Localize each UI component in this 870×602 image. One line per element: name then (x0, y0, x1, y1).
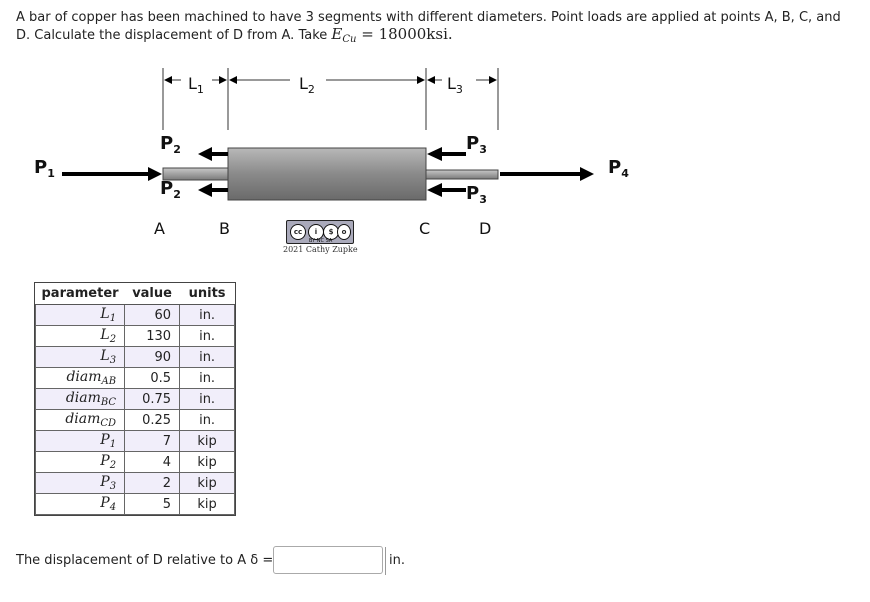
table-row (36, 494, 235, 515)
table-row (36, 389, 235, 410)
param-value: 90 (125, 347, 180, 368)
param-value: 4 (125, 452, 180, 473)
table-row (36, 326, 235, 347)
point-b-label: B (219, 219, 230, 238)
p2-top-arrowhead (198, 147, 212, 161)
param-value: 130 (125, 326, 180, 347)
table-row (36, 452, 235, 473)
image-credit: 2021 Cathy Zupke (283, 245, 358, 254)
param-value: 60 (125, 305, 180, 326)
displacement-answer-input[interactable] (273, 546, 383, 574)
nc-icon: $ (323, 224, 339, 240)
point-d-label: D (479, 219, 492, 238)
table-row (36, 431, 235, 452)
param-name: diam$_{CD}$ (36, 410, 125, 431)
answer-prompt: The displacement of D relative to A δ = (16, 553, 274, 568)
table-row (36, 347, 235, 368)
param-unit: in. (180, 326, 235, 347)
modulus-symbol: E (331, 25, 343, 43)
param-unit: in. (180, 305, 235, 326)
p2-bottom-arrowhead (198, 183, 212, 197)
p3-top-arrowhead (427, 147, 442, 161)
label-p3-bottom: $P_3$ (466, 183, 487, 206)
p3-bottom-arrowhead (427, 183, 442, 197)
param-unit: in. (180, 368, 235, 389)
param-name: diam$_{BC}$ (36, 389, 125, 410)
param-unit: in. (180, 389, 235, 410)
param-name: $P_2$ (36, 452, 125, 473)
segment-bc (228, 148, 426, 200)
cc-icon: cc (290, 224, 306, 240)
param-unit: kip (180, 431, 235, 452)
label-p3-top: $P_3$ (466, 133, 487, 156)
unit-divider (385, 547, 386, 575)
param-name: $P_1$ (36, 431, 125, 452)
label-l2: $L_2$ (299, 74, 315, 96)
label-l3: $L_3$ (447, 74, 463, 96)
label-p1: $P_1$ (34, 157, 55, 180)
param-name: $P_3$ (36, 473, 125, 494)
label-p2-bottom: $P_2$ (160, 178, 181, 201)
sa-icon: o (337, 224, 351, 240)
param-name: diam$_{AB}$ (36, 368, 125, 389)
param-name: $P_4$ (36, 494, 125, 515)
param-unit: kip (180, 452, 235, 473)
point-c-label: C (419, 219, 431, 238)
modulus-value: = 18000ksi. (356, 25, 453, 43)
param-value: 5 (125, 494, 180, 515)
license-badge-icon (286, 220, 354, 244)
parameter-rows (36, 305, 235, 515)
param-unit: in. (180, 347, 235, 368)
table-row (36, 473, 235, 494)
bar-diagram (0, 0, 870, 300)
license-badge-text: BY NC SA (309, 238, 333, 244)
answer-unit: in. (389, 553, 405, 568)
label-p2-top: $P_2$ (160, 133, 181, 156)
param-unit: in. (180, 410, 235, 431)
bar-drawing (0, 0, 870, 300)
param-name: $L_2$ (36, 326, 125, 347)
segment-cd (426, 170, 498, 179)
param-value: 0.5 (125, 368, 180, 389)
header-units: units (180, 283, 235, 305)
param-value: 0.25 (125, 410, 180, 431)
table-row (36, 410, 235, 431)
param-value: 7 (125, 431, 180, 452)
param-value: 2 (125, 473, 180, 494)
label-p4: $P_4$ (608, 157, 629, 180)
param-name: $L_3$ (36, 347, 125, 368)
table-row (36, 305, 235, 326)
header-value: value (125, 283, 180, 305)
point-a-label: A (154, 219, 165, 238)
problem-text: A bar of copper has been machined to have 3 segments with different diameters. Point loads are applied at points A, B, C, and D. Calculate the displacement of D from A. Take (16, 10, 841, 43)
header-parameter: parameter (36, 283, 125, 305)
parameter-table (35, 283, 235, 515)
param-unit: kip (180, 494, 235, 515)
label-l1: $L_1$ (188, 74, 204, 96)
param-value: 0.75 (125, 389, 180, 410)
table-row (36, 368, 235, 389)
param-unit: kip (180, 473, 235, 494)
param-name: $L_1$ (36, 305, 125, 326)
by-icon: i (308, 224, 324, 240)
table-header-row (36, 283, 235, 305)
modulus-subscript: Cu (342, 34, 357, 45)
p4-arrowhead (580, 167, 594, 181)
